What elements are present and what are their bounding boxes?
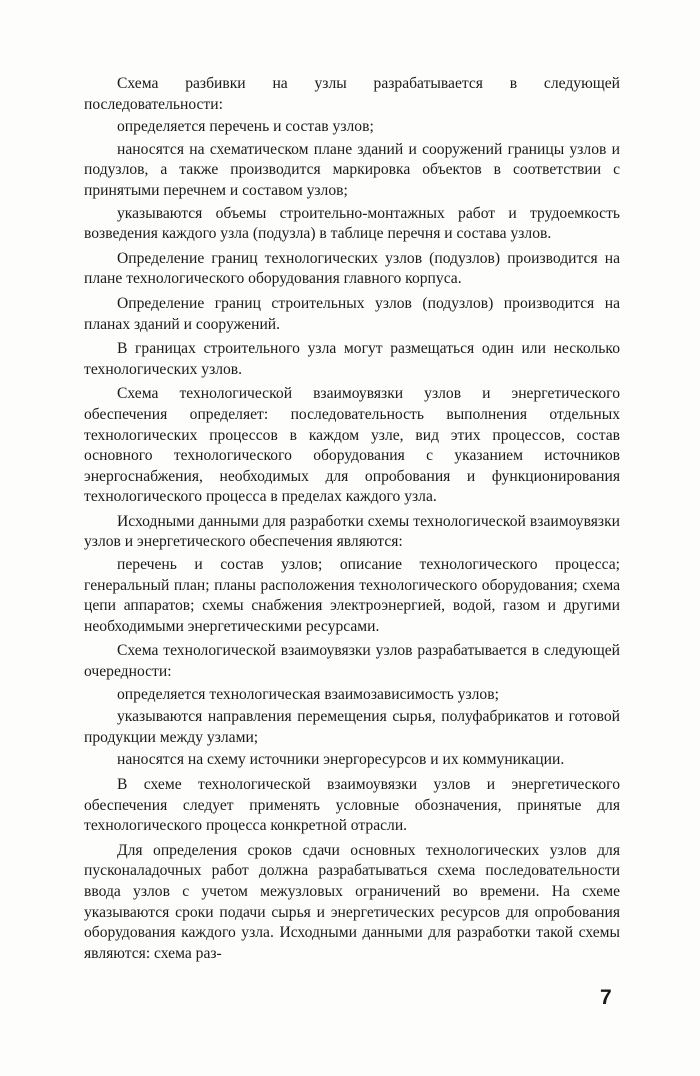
paragraph-scheme-intro: Схема разбивки на узлы разрабатывается в следующей последовательности:	[84, 75, 620, 113]
body-text	[84, 74, 620, 966]
paragraph-tech-boundaries: Определение границ технологических узлов (подузлов) производится на плане технологического оборудования главного корпуса.	[84, 249, 620, 288]
paragraph-conventional-signs: В схеме технологической взаимоувязки узлов и энергетического обеспечения следует применять условные обозначения, принятые для технологического процесса конкретной отрасли.	[84, 776, 620, 835]
paragraph-construction-boundaries: Определение границ строительных узлов (подузлов) производится на планах зданий и сооружений.	[84, 294, 620, 333]
paragraph-volumes: указываются объемы строительно-монтажных работ и трудоемкость возведения каждого узла (подузла) в таблице перечня и состава узлов.	[84, 204, 620, 243]
page-number: 7	[600, 986, 612, 1009]
paragraph-flow-directions: указываются направления перемещения сырья, полуфабрикатов и готовой продукции между узлами;	[84, 708, 620, 746]
paragraph-construction-node: В границах строительного узла могут размещаться один или несколько технологических узлов.	[84, 340, 620, 378]
paragraph-energy-sources: наносятся на схему источники энергоресурсов и их коммуникации.	[117, 751, 565, 769]
paragraph-commissioning-sequence: Для определения сроков сдачи основных технологических узлов для пусконаладочных работ должна разрабатываться схема последовательности ввода узлов с учетом межузловых ограничений во времени. На схеме указываются сроки подачи сырья и энергетических ресурсов для опробования оборудования каждого узла. Исходными данными для разработки такой схемы являются: схема раз-	[84, 841, 620, 962]
paragraph-interdependence: определяется технологическая взаимозависимость узлов;	[117, 685, 499, 703]
paragraph-source-list: перечень и состав узлов; описание технологического процесса; генеральный план; планы расположения технологического оборудования; схема цепи аппаратов; схемы снабжения электроэнергией, водой, газом и другими необходимыми энергетическими ресурсами.	[84, 556, 620, 635]
paragraph-interlink-order: Схема технологической взаимоувязки узлов разрабатывается в следующей очередности:	[84, 642, 620, 681]
paragraph-source-data: Исходными данными для разработки схемы технологической взаимоувязки узлов и энергетического обеспечения являются:	[84, 512, 620, 551]
paragraph-list-composition: определяется перечень и состав узлов;	[117, 118, 374, 136]
paragraph-mark-boundaries: наносятся на схематическом плане зданий и сооружений границы узлов и подузлов, а также производится маркировка объектов в соответствии с принятыми перечнем и составом узлов;	[84, 140, 620, 199]
paragraph-interlink-scheme: Схема технологической взаимоувязки узлов и энергетического обеспечения определяет: последовательность выполнения отдельных технологических процессов в каждом узле, вид этих процессов, состав основного технологического оборудования с указанием источников энергоснабжения, необходимых для опробования и функционирования технологического процесса в пределах каждого узла.	[84, 385, 620, 506]
